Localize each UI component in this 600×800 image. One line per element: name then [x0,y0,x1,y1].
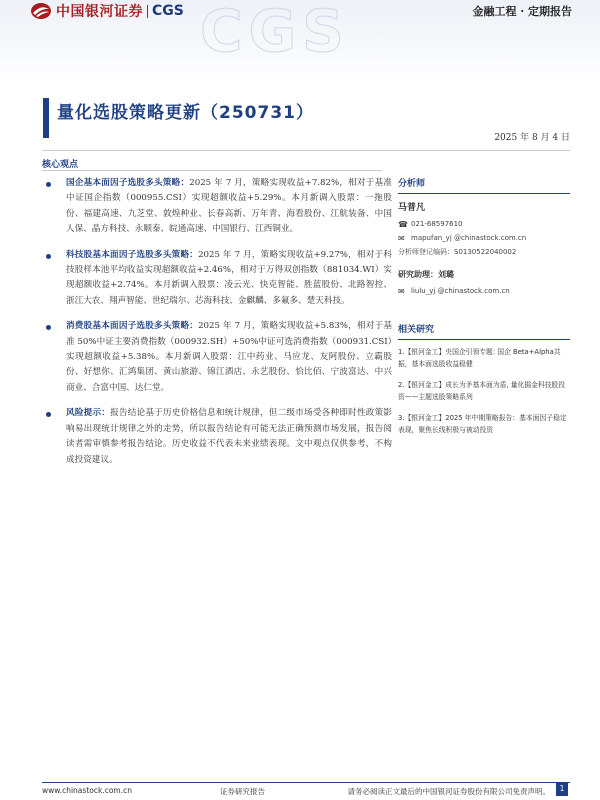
bullet-dot-icon [46,182,51,187]
cert-number: 分析师登记编码：S0130522040002 [398,248,517,256]
report-type: 金融工程 · 定期报告 [472,5,572,18]
bullet-body: 2025 年 7 月，策略实现收益+9.27%，相对于科技股样本池平均收益实现超额收益+2.46%，相对于万得双创指数（881034.WI）实现超额收益+2.74%。本月新调入股票：凌云光、快克智能、胜蓝股份、北路智控、浙江大农、翔声智能、世纪瑞尔、芯海科技、金麒麟、多氟多、楚天科技。 [66,249,392,306]
related-item[interactable]: 1.【银河金工】央国企引领专题: 国企 Beta+Alpha共振，基本面选股收益稳健 [398,348,561,369]
analyst-heading: 分析师 [398,176,570,194]
bullet-tech-strategy [44,248,392,310]
core-views-divider [42,170,382,171]
bullet-consumer-strategy [44,319,392,396]
bullet-heading: 国企基本面因子选股多头策略： [66,178,190,188]
bullet-heading: 风险提示： [66,408,111,419]
bullet-dot-icon [46,412,51,417]
bullet-dot-icon [46,254,51,259]
analyst-name: 马普凡 [398,203,426,213]
email-address[interactable]: mapufan_yj @chinastock.com.cn [411,234,527,242]
core-views-label: 核心观点 [42,160,79,170]
divider [42,150,570,151]
analyst-email [398,231,570,245]
cgs-watermark: CGS [200,0,350,65]
bullet-heading: 消费股基本面因子选股多头策略： [66,321,199,332]
logo-text: 中国银河证券 [56,4,143,20]
logo-brand: CGS [152,3,184,19]
bullet-soe-strategy [44,176,392,238]
phone-number: 021-68597610 [411,220,463,228]
bullet-risk-warning [44,406,392,468]
related-item[interactable]: 2.【银河金工】成长为矛基本面为盾, 量化掘金科技股投资——主题选股策略系列 [398,380,566,402]
bullet-body: 报告结论基于历史价格信息和统计规律，但二级市场受各种即时性政策影响易出现统计规律之外的走势，所以报告结论有可能无法正确预测市场发展，报告阅读者需审慎参考报告结论。历史收益不代表未来业绩表现。文中观点仅供参考，不构成投资建议。 [66,408,392,465]
core-views-list [44,176,392,478]
mail-icon: ✉ [398,286,405,296]
report-date: 2025 年 8 月 4 日 [494,133,570,143]
company-logo [30,1,184,21]
email-address[interactable]: liulu_yj @chinastock.com.cn [411,287,510,295]
logo-mark-icon [30,2,52,20]
assistant-name: 研究助理：刘璐 [398,269,454,279]
footer-center-label: 证券研究报告 [220,787,265,796]
page-number: 1 [556,782,568,796]
page-title: 量化选股策略更新（250731） [57,103,314,123]
footer-divider [42,782,570,783]
mail-icon: ✉ [398,233,405,243]
related-item[interactable]: 3.【银河金工】2025 年中期策略报告：基本面因子稳定表现，聚焦长线积极与被动投资 [398,413,567,435]
phone-icon: ☎ [398,219,408,229]
logo-separator [147,5,148,18]
bullet-dot-icon [46,325,51,330]
bullet-body: 2025 年 7 月，策略实现收益+5.83%，相对于基准 50%中证主要消费指数（000932.SH）+50%中证可选消费指数（000931.CSI）实现超额收益+5.38%。本月新调入股票：江中药业、马应龙、友阿股份、立霸股份、好想你、汇鸿集团、黄山旅游、锦江酒店、永艺股份、恰比佰、宁波富达、中兴商业、合富中国、达仁堂。 [66,321,392,393]
footer-disclaimer: 请务必阅读正文最后的中国银河证券股份有限公司免责声明。 [347,787,550,796]
analyst-cert [398,245,570,259]
bullet-body: 2025 年 7 月，策略实现收益+7.82%，相对于基准中证国企指数（000955.CSI）实现超额收益+5.29%。本月新调入股票：一拖股份、福建高速、九芝堂、敦煌种业、长春高新、万年青、海看股份、江航装备、中国人保、晶方科技、永顺泰、皖通高速、中国银行、江西铜业。 [66,178,392,235]
bullet-heading: 科技股基本面因子选股多头策略： [66,249,199,260]
footer-website[interactable]: www.chinastock.com.cn [42,786,132,795]
sidebar [398,176,570,444]
analyst-phone [398,217,570,231]
assistant-email [398,284,570,298]
related-research-heading: 相关研究 [398,322,570,340]
title-accent-bar [43,98,49,138]
